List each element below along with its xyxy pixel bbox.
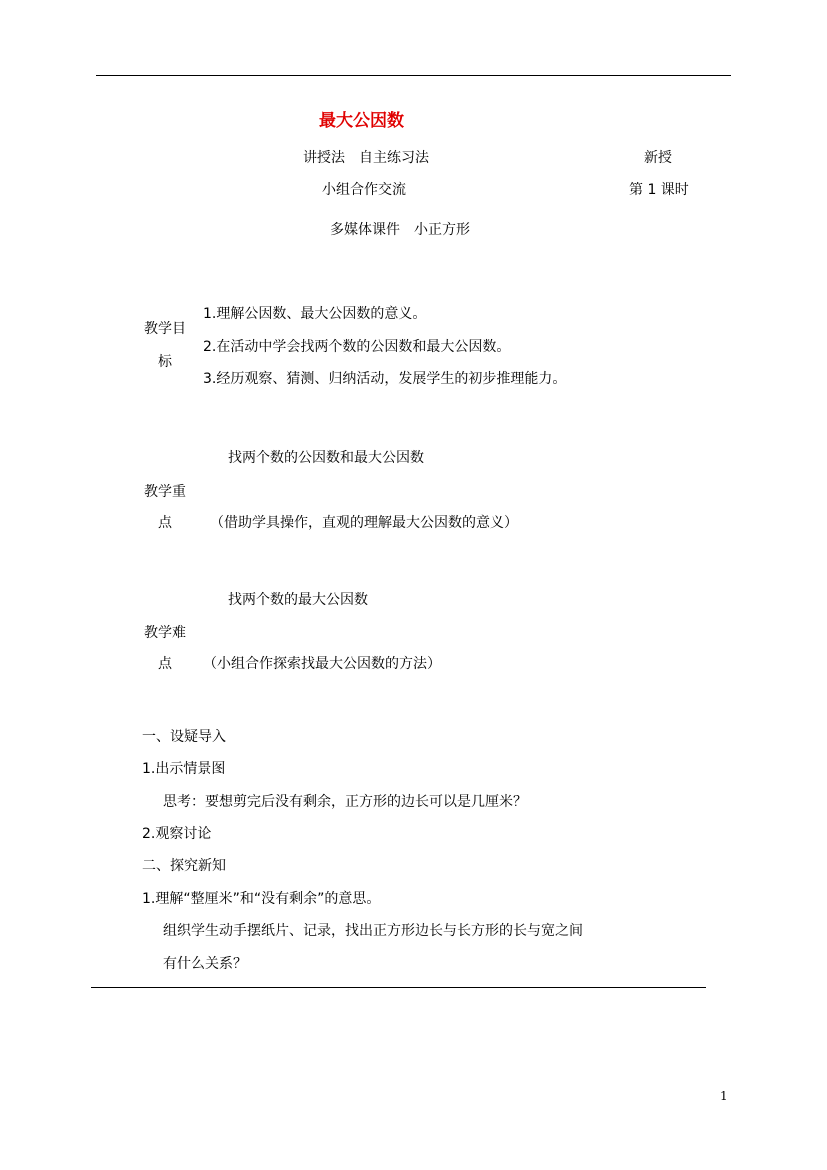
- organization: 小组合作交流: [322, 182, 406, 198]
- process-step: 2.观察讨论: [142, 826, 212, 842]
- objectives-label-line2: 标: [158, 354, 172, 370]
- difficult-point-content: 找两个数的最大公因数: [228, 592, 368, 608]
- objective-item: 2.在活动中学会找两个数的公因数和最大公因数。: [203, 339, 511, 355]
- key-point-note: （借助学具操作，直观的理解最大公因数的意义）: [210, 515, 518, 531]
- objectives-label-line1: 教学目: [144, 321, 186, 337]
- process-heading: 二、探究新知: [142, 858, 226, 874]
- process-instruction: 有什么关系？: [163, 956, 247, 972]
- lesson-type: 新授: [644, 150, 672, 166]
- difficult-point-label-line1: 教学难: [144, 625, 186, 641]
- process-heading: 一、设疑导入: [142, 729, 226, 745]
- key-point-label-line1: 教学重: [144, 484, 186, 500]
- difficult-point-label-line2: 点: [158, 656, 172, 672]
- key-point-content: 找两个数的公因数和最大公因数: [228, 450, 424, 466]
- page-title: 最大公因数: [319, 111, 404, 131]
- difficult-point-note: （小组合作探索找最大公因数的方法）: [203, 656, 441, 672]
- teaching-resources: 多媒体课件 小正方形: [330, 222, 470, 238]
- process-instruction: 组织学生动手摆纸片、记录，找出正方形边长与长方形的长与宽之间: [163, 923, 583, 939]
- objective-item: 1.理解公因数、最大公因数的意义。: [203, 306, 427, 322]
- process-step: 1.理解“整厘米”和“没有剩余”的意思。: [142, 891, 381, 907]
- process-step: 1.出示情景图: [142, 761, 226, 777]
- key-point-label-line2: 点: [158, 515, 172, 531]
- teaching-method: 讲授法 自主练习法: [303, 150, 429, 166]
- process-question: 思考：要想剪完后没有剩余，正方形的边长可以是几厘米？: [163, 794, 527, 810]
- footer-rule: [91, 987, 706, 988]
- objective-item: 3.经历观察、猜测、归纳活动，发展学生的初步推理能力。: [203, 371, 567, 387]
- class-period: 第 1 课时: [629, 182, 689, 198]
- header-rule: [96, 75, 731, 76]
- page-number: 1: [720, 1089, 728, 1103]
